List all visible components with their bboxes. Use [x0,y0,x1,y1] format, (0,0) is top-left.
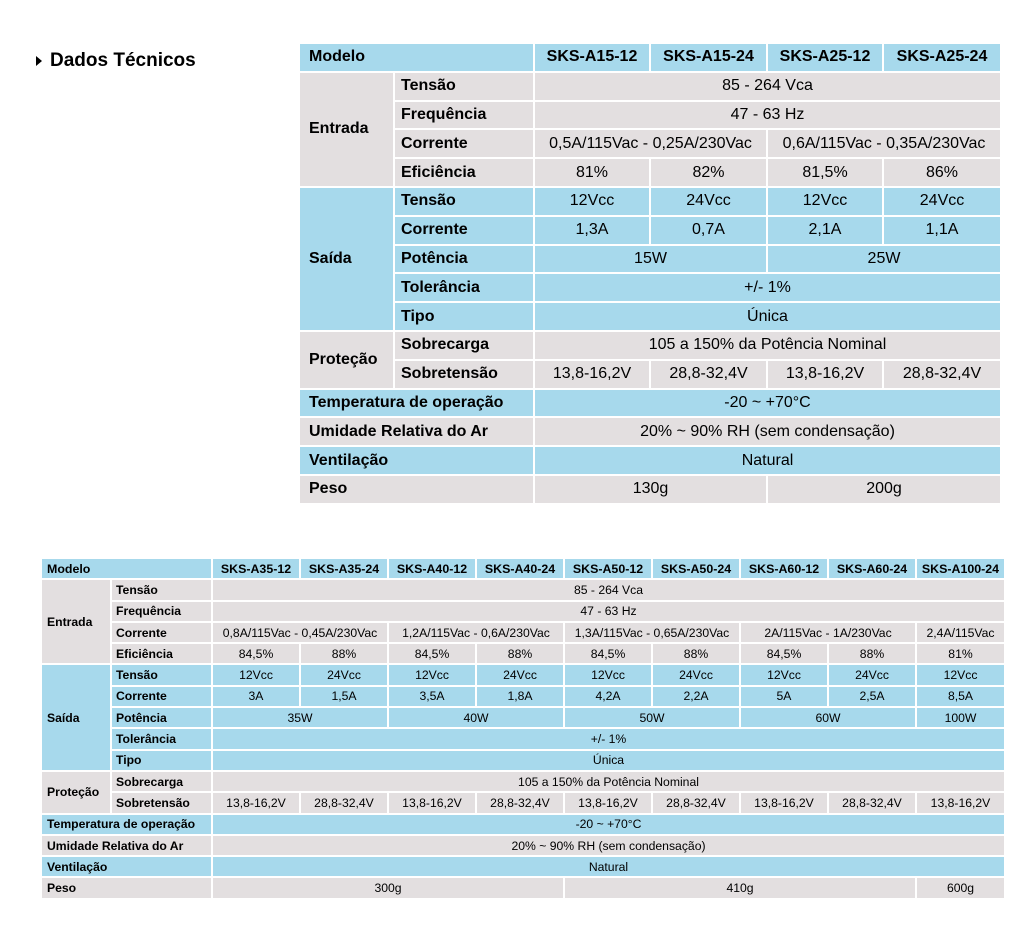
table-cell: 3,5A [388,686,476,707]
table-cell: 12Vcc [916,664,1005,685]
table-row [299,43,1001,72]
row-label: Sobretensão [394,360,534,389]
row-label: Temperatura de operação [41,814,212,835]
table-row [41,686,1005,707]
table-row [299,158,1001,187]
table-row [299,331,1001,360]
model-header: SKS-A25-12 [767,43,883,72]
table-row [41,664,1005,685]
table-cell: 28,8-32,4V [300,792,388,813]
table-cell: 24Vcc [652,664,740,685]
row-label: Corrente [111,622,212,643]
model-header: SKS-A50-24 [652,558,740,579]
table-cell: -20 ~ +70°C [212,814,1005,835]
triangle-bullet-icon [36,56,42,66]
table-cell: 60W [740,707,916,728]
table-cell: 12Vcc [564,664,652,685]
row-label: Frequência [394,101,534,130]
table-cell: 24Vcc [828,664,916,685]
table-row [41,814,1005,835]
table-cell: 100W [916,707,1005,728]
row-label: Umidade Relativa do Ar [41,835,212,856]
row-label: Temperatura de operação [299,389,534,418]
row-label: Tipo [111,750,212,771]
row-label: Tensão [394,187,534,216]
table-row [299,245,1001,274]
table-cell: 1,3A [534,216,650,245]
table-cell: 35W [212,707,388,728]
table-cell: 410g [564,877,916,898]
row-label: Umidade Relativa do Ar [299,417,534,446]
row-label: Tolerância [394,273,534,302]
row-label: Peso [299,475,534,504]
table-cell: 28,8-32,4V [828,792,916,813]
table-cell: 28,8-32,4V [476,792,564,813]
table-cell: 12Vcc [740,664,828,685]
table-cell: 1,2A/115Vac - 0,6A/230Vac [388,622,564,643]
table-cell: 85 - 264 Vca [534,72,1001,101]
table-row [299,475,1001,504]
table-cell: 15W [534,245,767,274]
table-cell: 24Vcc [476,664,564,685]
group-label-saida: Saída [299,187,394,331]
row-label: Tensão [111,664,212,685]
table-cell: 24Vcc [300,664,388,685]
table-cell: 2,5A [828,686,916,707]
table-cell: 0,5A/115Vac - 0,25A/230Vac [534,129,767,158]
table-cell: 300g [212,877,564,898]
group-label-protecao: Proteção [299,331,394,389]
table-cell: 5A [740,686,828,707]
spec-table-small-models [298,42,1002,505]
table-cell: 1,8A [476,686,564,707]
table-cell: 84,5% [564,643,652,664]
table-cell: 105 a 150% da Potência Nominal [534,331,1001,360]
table-cell: 81% [916,643,1005,664]
table-cell: 20% ~ 90% RH (sem condensação) [534,417,1001,446]
table-cell: 13,8-16,2V [916,792,1005,813]
table-cell: 40W [388,707,564,728]
table-cell: 12Vcc [388,664,476,685]
table-cell: 81,5% [767,158,883,187]
model-header: SKS-A60-12 [740,558,828,579]
table-row [299,72,1001,101]
table-cell: 84,5% [212,643,300,664]
table-cell: 4,2A [564,686,652,707]
table-row [41,707,1005,728]
section-title [36,50,196,72]
table-cell: 2A/115Vac - 1A/230Vac [740,622,916,643]
table-cell: Natural [212,856,1005,877]
table-row [41,558,1005,579]
table-cell: 130g [534,475,767,504]
table-cell: 13,8-16,2V [388,792,476,813]
row-label: Eficiência [111,643,212,664]
model-header: SKS-A40-12 [388,558,476,579]
table-cell: 84,5% [388,643,476,664]
table-cell: 2,1A [767,216,883,245]
table-cell: 88% [828,643,916,664]
model-header: SKS-A15-24 [650,43,767,72]
table-row [41,750,1005,771]
table-row [41,856,1005,877]
table-row [299,187,1001,216]
table-row [41,643,1005,664]
table-cell: 28,8-32,4V [652,792,740,813]
group-label-entrada: Entrada [299,72,394,187]
row-label: Corrente [394,216,534,245]
row-label: Sobrecarga [111,771,212,792]
model-header: SKS-A35-24 [300,558,388,579]
row-label: Tipo [394,302,534,331]
table-cell: 81% [534,158,650,187]
row-label: Tensão [394,72,534,101]
table-row [299,302,1001,331]
row-label: Ventilação [41,856,212,877]
row-label: Potência [111,707,212,728]
table-cell: 88% [652,643,740,664]
row-label: Eficiência [394,158,534,187]
table-row [41,728,1005,749]
row-label: Peso [41,877,212,898]
group-label-saida: Saída [41,664,111,770]
row-label: Sobretensão [111,792,212,813]
table-cell: 0,8A/115Vac - 0,45A/230Vac [212,622,388,643]
table-cell: 82% [650,158,767,187]
row-label: Tolerância [111,728,212,749]
row-label: Tensão [111,579,212,600]
table-cell: 200g [767,475,1001,504]
table-cell: 13,8-16,2V [767,360,883,389]
table-cell: 1,5A [300,686,388,707]
table-cell: +/- 1% [212,728,1005,749]
table-cell: 13,8-16,2V [534,360,650,389]
section-title-text: Dados Técnicos [50,50,196,71]
table-cell: 3A [212,686,300,707]
table-cell: 50W [564,707,740,728]
table-row [41,835,1005,856]
table-cell: Única [534,302,1001,331]
table-row [41,771,1005,792]
table-cell: -20 ~ +70°C [534,389,1001,418]
table-cell: 24Vcc [883,187,1001,216]
table-row [299,360,1001,389]
table-cell: Única [212,750,1005,771]
table-cell: 13,8-16,2V [740,792,828,813]
model-header: SKS-A35-12 [212,558,300,579]
table-row [299,273,1001,302]
table-row [41,601,1005,622]
row-label: Ventilação [299,446,534,475]
table-row [299,129,1001,158]
table-cell: 12Vcc [767,187,883,216]
table-cell: 2,2A [652,686,740,707]
row-label: Frequência [111,601,212,622]
model-header: SKS-A25-24 [883,43,1001,72]
table-cell: 8,5A [916,686,1005,707]
table-cell: 12Vcc [212,664,300,685]
table-row [299,101,1001,130]
row-label: Sobrecarga [394,331,534,360]
table-cell: 47 - 63 Hz [534,101,1001,130]
spec-table-large-models [40,557,1006,900]
table-cell: 0,6A/115Vac - 0,35A/230Vac [767,129,1001,158]
table-cell: 2,4A/115Vac [916,622,1005,643]
model-header: SKS-A15-12 [534,43,650,72]
row-label: Corrente [111,686,212,707]
table-cell: 86% [883,158,1001,187]
model-header: SKS-A100-24 [916,558,1005,579]
model-header: SKS-A50-12 [564,558,652,579]
table-cell: 20% ~ 90% RH (sem condensação) [212,835,1005,856]
table-cell: +/- 1% [534,273,1001,302]
table-row [41,622,1005,643]
table-cell: 47 - 63 Hz [212,601,1005,622]
table-cell: 12Vcc [534,187,650,216]
table-row [299,446,1001,475]
table-cell: 25W [767,245,1001,274]
table-cell: 28,8-32,4V [650,360,767,389]
table-cell: 600g [916,877,1005,898]
table-cell: 28,8-32,4V [883,360,1001,389]
table-cell: 105 a 150% da Potência Nominal [212,771,1005,792]
table-cell: 1,3A/115Vac - 0,65A/230Vac [564,622,740,643]
table-cell: 24Vcc [650,187,767,216]
table-row [41,877,1005,898]
modelo-header: Modelo [41,558,212,579]
group-label-entrada: Entrada [41,579,111,664]
table-row [41,792,1005,813]
group-label-protecao: Proteção [41,771,111,814]
model-header: SKS-A60-24 [828,558,916,579]
table-cell: 0,7A [650,216,767,245]
row-label: Corrente [394,129,534,158]
table-cell: 13,8-16,2V [564,792,652,813]
table-cell: 1,1A [883,216,1001,245]
table-cell: 84,5% [740,643,828,664]
table-cell: 88% [300,643,388,664]
table-row [299,417,1001,446]
table-row [299,389,1001,418]
modelo-header: Modelo [299,43,534,72]
table-cell: 13,8-16,2V [212,792,300,813]
table-cell: Natural [534,446,1001,475]
model-header: SKS-A40-24 [476,558,564,579]
row-label: Potência [394,245,534,274]
table-cell: 88% [476,643,564,664]
table-row [41,579,1005,600]
table-cell: 85 - 264 Vca [212,579,1005,600]
table-row [299,216,1001,245]
